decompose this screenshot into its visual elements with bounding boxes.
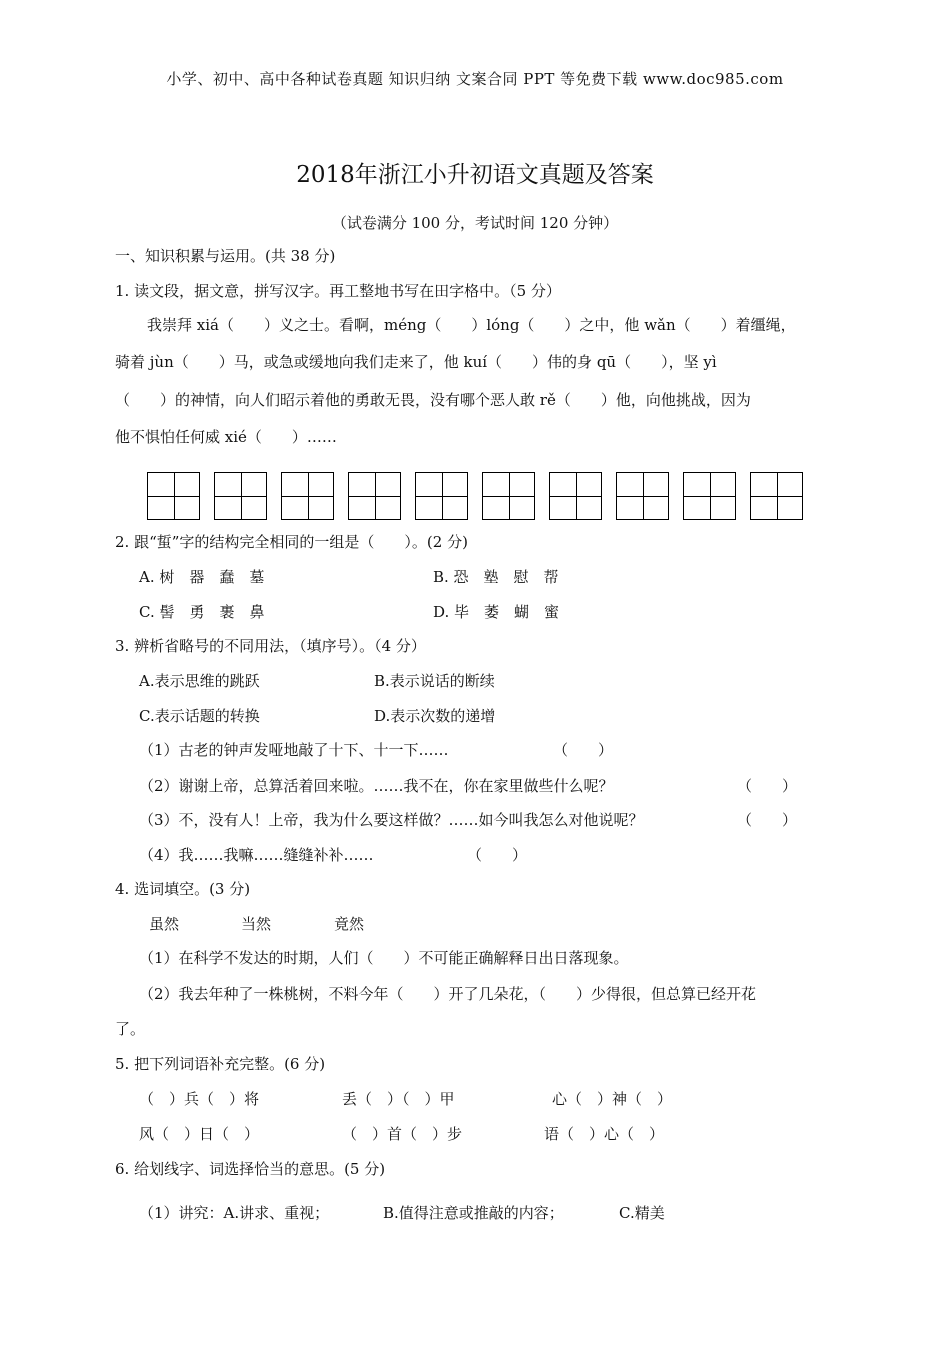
q6-item-def-c: C.精美 <box>619 1204 665 1222</box>
tianzige-box[interactable] <box>214 472 267 520</box>
question-1-stem: 1. 读文段，据文意，拼写汉字。再工整地书写在田字格中。（5 分） <box>115 282 561 300</box>
q3-item: （3）不，没有人！上帝，我为什么要这样做？……如今叫我怎么对他说呢？ <box>139 811 644 829</box>
question-5-stem: 5. 把下列词语补充完整。(6 分) <box>115 1055 326 1073</box>
tianzige-box[interactable] <box>147 472 200 520</box>
q3-item: （4）我……我嘛……缝缝补补…… <box>139 846 374 864</box>
q5-idiom: 丢（ ）（ ）甲 <box>342 1090 455 1108</box>
q5-idiom: （ ）兵（ ）将 <box>139 1090 260 1108</box>
q5-idiom: 语（ ）心（ ） <box>544 1125 665 1143</box>
tianzige-grid <box>147 472 807 522</box>
q5-idiom: （ ）首（ ）步 <box>342 1125 463 1143</box>
tianzige-box[interactable] <box>348 472 401 520</box>
tianzige-box[interactable] <box>616 472 669 520</box>
q2-option-c: C. 髻 勇 裹 鼻 <box>139 603 265 621</box>
q3-option-c: C.表示话题的转换 <box>139 707 260 725</box>
tianzige-box[interactable] <box>482 472 535 520</box>
q6-item-def-a: （1）讲究：A.讲求、重视； <box>139 1204 330 1222</box>
site-header: 小学、初中、高中各种试卷真题 知识归纳 文案合同 PPT 等免费下载 www.doc985.com <box>166 70 784 88</box>
q2-option-d: D. 毕 萎 蝴 蜜 <box>433 603 560 621</box>
tianzige-box[interactable] <box>750 472 803 520</box>
q4-word-choice: 虽然 <box>149 915 180 933</box>
question-3-stem: 3. 辨析省略号的不同用法，（填序号）。（4 分） <box>115 637 426 655</box>
q6-item-def-b: B.值得注意或推敲的内容； <box>383 1204 564 1222</box>
q3-answer-blank[interactable]: （ ） <box>737 811 798 829</box>
q4-word-choice: 竟然 <box>334 915 365 933</box>
q1-passage-line: 骑着 jùn（ ）马，或急或缓地向我们走来了，他 kuí（ ）伟的身 qū（ ），坚 yì <box>115 353 717 371</box>
q3-answer-blank[interactable]: （ ） <box>553 741 614 759</box>
q1-passage-line: （ ）的神情，向人们昭示着他的勇敢无畏，没有哪个恶人敢 rě（ ）他，向他挑战，因为 <box>115 391 751 409</box>
q2-option-b: B. 恐 塾 慰 帮 <box>433 568 559 586</box>
q3-item: （2）谢谢上帝，总算活着回来啦。……我不在，你在家里做些什么呢？ <box>139 777 614 795</box>
exam-subtitle: （试卷满分 100 分，考试时间 120 分钟） <box>331 214 619 232</box>
tianzige-box[interactable] <box>549 472 602 520</box>
section-heading: 一、知识积累与运用。(共 38 分) <box>115 247 336 265</box>
q4-item: （2）我去年种了一株桃树，不料今年（ ）开了几朵花，（ ）少得很，但总算已经开花 <box>139 985 757 1003</box>
exam-title: 2018年浙江小升初语文真题及答案 <box>296 162 654 188</box>
q5-idiom: 心（ ）神（ ） <box>552 1090 673 1108</box>
q3-item: （1）古老的钟声发哑地敲了十下、十一下…… <box>139 741 449 759</box>
q1-passage-line: 我崇拜 xiá（ ）义之士。看啊，méng（ ）lóng（ ）之中，他 wǎn（ ）着缰绳， <box>147 316 796 334</box>
q4-word-choice: 当然 <box>241 915 272 933</box>
tianzige-box[interactable] <box>281 472 334 520</box>
q4-item-continuation: 了。 <box>115 1020 146 1038</box>
q3-option-b: B.表示说话的断续 <box>374 672 495 690</box>
q3-option-a: A.表示思维的跳跃 <box>139 672 260 690</box>
tianzige-box[interactable] <box>683 472 736 520</box>
question-2-stem: 2. 跟“蜇”字的结构完全相同的一组是（ ）。(2 分) <box>115 533 468 551</box>
question-6-stem: 6. 给划线字、词选择恰当的意思。(5 分) <box>115 1160 386 1178</box>
tianzige-box[interactable] <box>415 472 468 520</box>
q3-answer-blank[interactable]: （ ） <box>737 777 798 795</box>
q5-idiom: 风（ ）日（ ） <box>139 1125 260 1143</box>
q3-option-d: D.表示次数的递增 <box>374 707 496 725</box>
q1-passage-line: 他不惧怕任何威 xié（ ）…… <box>115 428 337 446</box>
q3-answer-blank[interactable]: （ ） <box>467 846 528 864</box>
q4-item: （1）在科学不发达的时期，人们（ ）不可能正确解释日出日落现象。 <box>139 949 629 967</box>
q2-option-a: A. 树 器 蠢 墓 <box>139 568 265 586</box>
question-4-stem: 4. 选词填空。(3 分) <box>115 880 251 898</box>
